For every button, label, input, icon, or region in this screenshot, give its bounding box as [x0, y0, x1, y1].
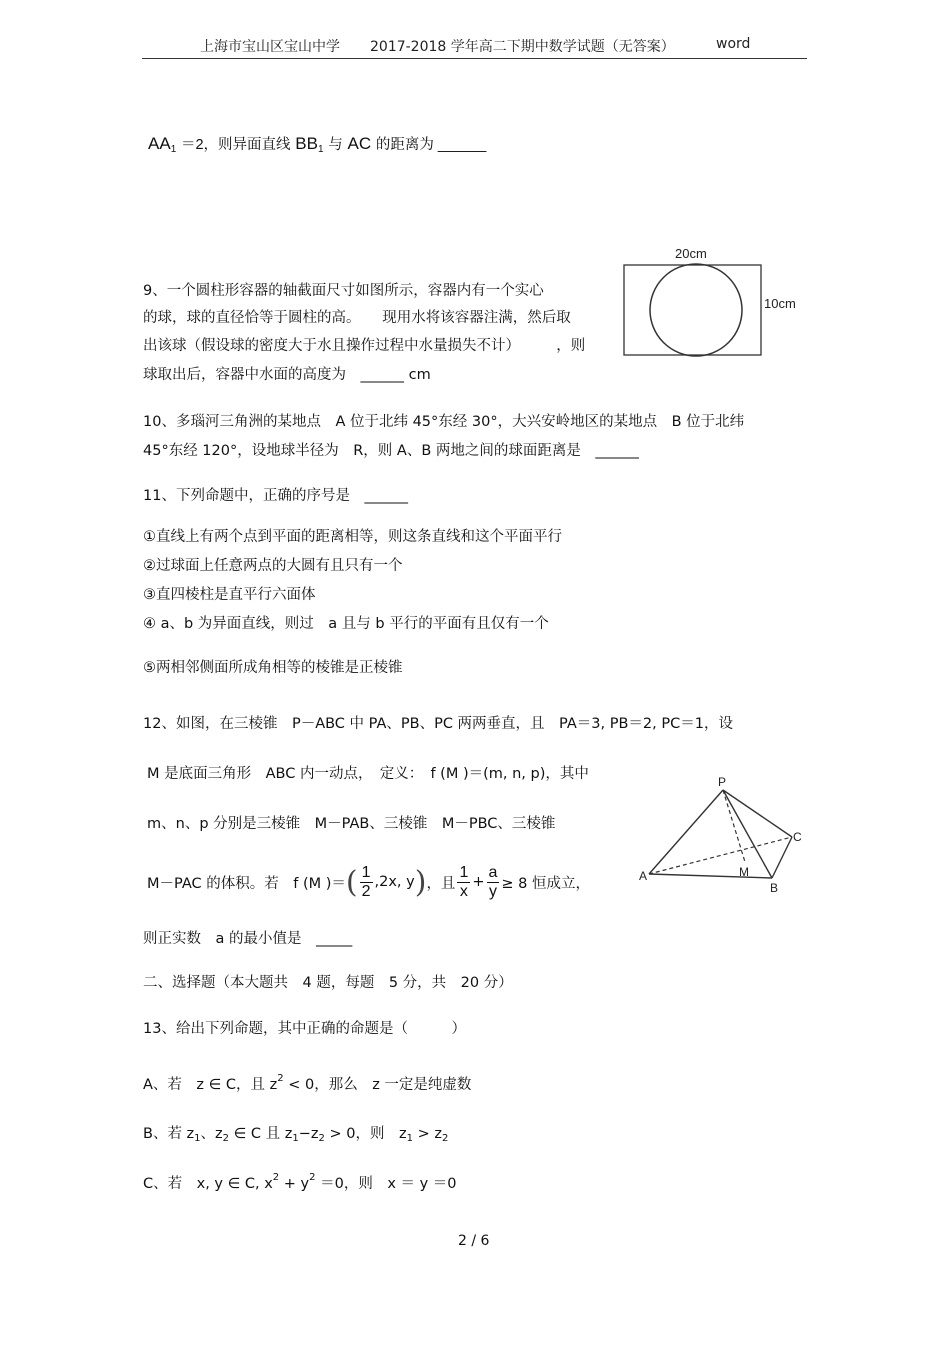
header-title: 2017-2018 学年高二下期中数学试题（无答案） — [370, 39, 675, 55]
q11-stem: 11、下列命题中，正确的序号是 ______ — [143, 488, 408, 504]
q11-item-5: ⑤两相邻侧面所成角相等的棱锥是正棱锥 — [143, 660, 403, 676]
q12-line-2: M 是底面三角形 ABC 内一动点， 定义： f (M )＝(m, n, p)，其中 — [147, 766, 589, 782]
q8-eq: ＝2，则异面直线 — [180, 137, 291, 153]
q13-option-b: B、若 $z_1$、$z_2$ ∈ C 且 $z_1-z_2 > 0$，则 $z_1 > z_2$ — [143, 1126, 449, 1144]
q8-ac: AC — [347, 134, 372, 153]
label-b: B — [770, 881, 779, 895]
left-paren: ( — [345, 864, 358, 900]
fraction-a-over-y: $\frac{a}{y}$ — [488, 863, 498, 900]
edge-ab — [649, 874, 772, 878]
edge-pa — [649, 790, 723, 874]
q11-item-4: ④ a、b 为异面直线，则过 a 且与 b 平行的平面有且仅有一个 — [143, 616, 549, 632]
cylinder-cross-section-figure — [615, 240, 815, 365]
plus-sign: + — [472, 874, 485, 890]
q8-aa1: AA — [148, 134, 171, 153]
header-school: 上海市宝山区宝山中学 — [200, 39, 340, 55]
q12-line-4-a: M－PAC 的体积。若 f (M )＝ — [147, 875, 346, 892]
q9-line-3: 出该球（假设球的密度大于水且操作过程中水量损失不计） ，则 — [143, 338, 586, 354]
edge-pc — [723, 790, 792, 837]
sphere-circle — [650, 264, 742, 356]
fraction-one-over-x: $\frac{1}{x}$ — [459, 863, 469, 900]
q12-line-5: 则正实数 a 的最小值是 _____ — [143, 931, 353, 947]
q11-item-1: ①直线上有两个点到平面的距离相等，则这条直线和这个平面平行 — [143, 529, 562, 545]
q12-line-4-d: ≥ 8 恒成立， — [501, 875, 590, 892]
header-format: word — [716, 36, 751, 52]
edge-ac-hidden — [649, 837, 792, 874]
q8-with: 与 — [328, 137, 343, 153]
q9-line-1: 9、一个圆柱形容器的轴截面尺寸如图所示，容器内有一个实心 — [143, 283, 544, 299]
q12-line-3: m、n、p 分别是三棱锥 M－PAB、三棱锥 M－PBC、三棱锥 — [147, 816, 556, 832]
q9-line-4: 球取出后，容器中水面的高度为 ______ cm — [143, 367, 431, 383]
q8-tail-line — [148, 133, 486, 155]
q11-item-2: ②过球面上任意两点的大圆有且只有一个 — [143, 558, 403, 574]
label-c: C — [793, 830, 802, 844]
q8-bb1-sub: 1 — [317, 144, 324, 155]
label-m: M — [739, 865, 749, 879]
q11-item-3: ③直四棱柱是直平行六面体 — [143, 587, 316, 603]
header-rule — [142, 58, 807, 59]
q12-line-4 — [147, 856, 590, 908]
cylinder-rectangle — [624, 265, 761, 355]
q8-aa1-sub: 1 — [170, 144, 177, 155]
label-a: A — [639, 869, 648, 883]
q13-option-a: A、若 z ∈ C，且 $z^2 < 0$，那么 z 一定是纯虚数 — [143, 1073, 472, 1093]
q12-line-1: 12、如图，在三棱锥 P－ABC 中 PA、PB、PC 两两垂直，且 PA＝3, PB＝2, PC＝1，设 — [143, 716, 733, 732]
figure-width-label: 20cm — [675, 246, 707, 261]
q9-line-2: 的球，球的直径恰等于圆柱的高。 现用水将该容器注满，然后取 — [143, 310, 571, 326]
section-2-heading: 二、选择题（本大题共 4 题，每题 5 分，共 20 分） — [143, 975, 513, 991]
q12-line-4-b: ,2x, y — [374, 874, 415, 890]
q13-option-c: C、若 x, y ∈ C, $x^2 + y^2 =0$，则 x ＝ y ＝0 — [143, 1172, 457, 1192]
q10-line-2: 45°东经 120°，设地球半径为 R，则 A、B 两地之间的球面距离是 ______ — [143, 443, 639, 459]
label-p: P — [718, 775, 727, 789]
page-number: 2 / 6 — [458, 1233, 490, 1249]
q8-bb1: BB — [295, 134, 318, 153]
segment-pm-hidden — [723, 790, 745, 862]
pyramid-figure — [635, 772, 810, 897]
figure-height-label: 10cm — [764, 296, 796, 311]
q13-stem: 13、给出下列命题，其中正确的命题是（ ） — [143, 1021, 466, 1037]
q12-line-4-c: ，且 — [426, 875, 456, 892]
q10-line-1: 10、多瑙河三角洲的某地点 A 位于北纬 45°东经 30°，大兴安岭地区的某地点 B 位于北纬 — [143, 414, 745, 430]
right-paren: ) — [414, 864, 427, 900]
edge-bc — [772, 837, 792, 878]
fraction-one-half: $\frac{1}{2}$ — [361, 863, 371, 900]
q8-rest: 的距离为 ______ — [375, 137, 487, 153]
